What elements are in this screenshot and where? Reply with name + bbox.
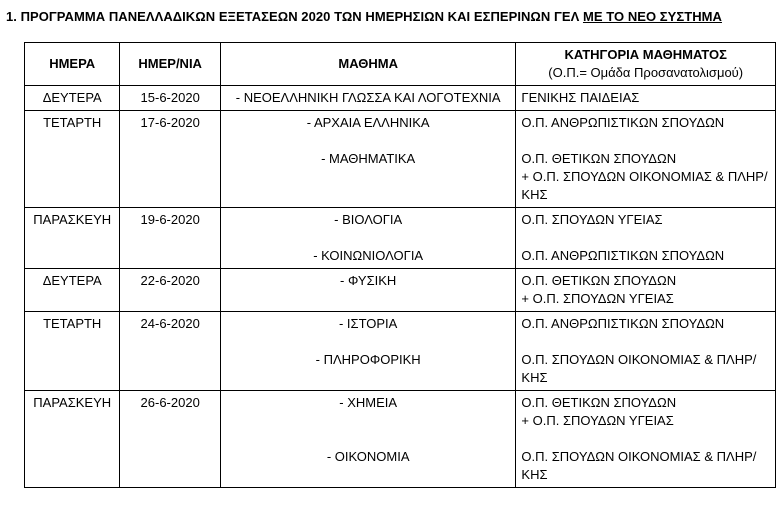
category-cell — [516, 208, 776, 269]
date-cell: 15-6-2020 — [120, 86, 221, 111]
category-cell — [516, 86, 776, 111]
day-cell: ΠΑΡΑΣΚΕΥΗ — [25, 208, 120, 269]
subject-text: - ΝΕΟΕΛΛΗΝΙΚΗ ΓΛΩΣΣΑ ΚΑΙ ΛΟΓΟΤΕΧΝΙΑ — [235, 90, 501, 105]
subject-text: - ΑΡΧΑΙΑ ΕΛΛΗΝΙΚΑ — [306, 115, 430, 130]
spacer — [226, 412, 510, 430]
category-text: Ο.Π. ΣΠΟΥΔΩΝ ΟΙΚΟΝΟΜΙΑΣ & ΠΛΗΡ/ΚΗΣ — [521, 449, 757, 482]
date-cell: 24-6-2020 — [120, 312, 221, 391]
subject-cell — [220, 312, 515, 391]
day-cell: ΤΕΤΑΡΤΗ — [25, 312, 120, 391]
header-row — [25, 43, 776, 86]
table-row — [25, 391, 776, 488]
heading-underlined-text: ΜΕ ΤΟ ΝΕΟ ΣΥΣΤΗΜΑ — [582, 9, 722, 24]
category-text: Ο.Π. ΘΕΤΙΚΩΝ ΣΠΟΥΔΩΝ — [521, 273, 677, 288]
category-cell — [516, 269, 776, 312]
day-cell: ΔΕΥΤΕΡΑ — [25, 86, 120, 111]
category-cell — [516, 391, 776, 488]
category-text: + Ο.Π. ΣΠΟΥΔΩΝ ΥΓΕΙΑΣ — [521, 291, 674, 306]
subject-text: - ΧΗΜΕΙΑ — [339, 395, 398, 410]
subject-cell — [220, 391, 515, 488]
category-text: Ο.Π. ΑΝΘΡΩΠΙΣΤΙΚΩΝ ΣΠΟΥΔΩΝ — [521, 248, 725, 263]
category-text: Ο.Π. ΑΝΘΡΩΠΙΣΤΙΚΩΝ ΣΠΟΥΔΩΝ — [521, 115, 725, 130]
header-category-note: (Ο.Π.= Ομάδα Προσανατολισμού) — [548, 65, 744, 80]
subject-text: - ΠΛΗΡΟΦΟΡΙΚΗ — [315, 352, 421, 367]
category-text: Ο.Π. ΘΕΤΙΚΩΝ ΣΠΟΥΔΩΝ — [521, 395, 677, 410]
spacer — [226, 132, 510, 150]
category-text: Ο.Π. ΣΠΟΥΔΩΝ ΥΓΕΙΑΣ — [521, 212, 663, 227]
spacer — [521, 229, 770, 247]
spacer — [521, 430, 770, 448]
category-text: Ο.Π. ΣΠΟΥΔΩΝ ΟΙΚΟΝΟΜΙΑΣ & ΠΛΗΡ/ΚΗΣ — [521, 352, 757, 385]
table-row — [25, 269, 776, 312]
date-cell: 22-6-2020 — [120, 269, 221, 312]
category-cell — [516, 111, 776, 208]
date-cell: 19-6-2020 — [120, 208, 221, 269]
date-cell: 26-6-2020 — [120, 391, 221, 488]
category-text: Ο.Π. ΘΕΤΙΚΩΝ ΣΠΟΥΔΩΝ — [521, 151, 677, 166]
category-text: ΓΕΝΙΚΗΣ ΠΑΙΔΕΙΑΣ — [521, 90, 640, 105]
table-row — [25, 86, 776, 111]
day-cell: ΔΕΥΤΕΡΑ — [25, 269, 120, 312]
spacer — [226, 333, 510, 351]
subject-text: - ΚΟΙΝΩΝΙΟΛΟΓΙΑ — [313, 248, 424, 263]
header-category — [516, 43, 776, 86]
table-row — [25, 208, 776, 269]
category-text: + Ο.Π. ΣΠΟΥΔΩΝ ΥΓΕΙΑΣ — [521, 413, 674, 428]
subject-text: - ΦΥΣΙΚΗ — [340, 273, 397, 288]
table-row — [25, 312, 776, 391]
subject-cell — [220, 111, 515, 208]
spacer — [226, 430, 510, 448]
subject-text: - ΟΙΚΟΝΟΜΙΑ — [326, 449, 410, 464]
subject-cell — [220, 269, 515, 312]
heading-text: 1. ΠΡΟΓΡΑΜΜΑ ΠΑΝΕΛΛΑΔΙΚΩΝ ΕΞΕΤΑΣΕΩΝ 2020 ΤΩΝ ΗΜΕΡΗΣΙΩΝ ΚΑΙ ΕΣΠΕΡΙΝΩΝ ΓΕΛ — [6, 9, 583, 24]
category-text: Ο.Π. ΑΝΘΡΩΠΙΣΤΙΚΩΝ ΣΠΟΥΔΩΝ — [521, 316, 725, 331]
day-cell: ΠΑΡΑΣΚΕΥΗ — [25, 391, 120, 488]
exam-schedule-table — [24, 42, 776, 488]
header-date: ΗΜΕΡ/ΝΙΑ — [120, 43, 221, 86]
subject-text: - ΜΑΘΗΜΑΤΙΚΑ — [321, 151, 416, 166]
header-category-title: ΚΑΤΗΓΟΡΙΑ ΜΑΘΗΜΑΤΟΣ — [564, 47, 727, 62]
table-row — [25, 111, 776, 208]
category-cell — [516, 312, 776, 391]
page-heading — [6, 8, 776, 26]
subject-cell — [220, 208, 515, 269]
subject-cell — [220, 86, 515, 111]
category-text: + Ο.Π. ΣΠΟΥΔΩΝ ΟΙΚΟΝΟΜΙΑΣ & ΠΛΗΡ/ΚΗΣ — [521, 169, 768, 202]
spacer — [521, 132, 770, 150]
subject-text: - ΒΙΟΛΟΓΙΑ — [334, 212, 403, 227]
date-cell: 17-6-2020 — [120, 111, 221, 208]
spacer — [521, 333, 770, 351]
day-cell: ΤΕΤΑΡΤΗ — [25, 111, 120, 208]
header-day: ΗΜΕΡΑ — [25, 43, 120, 86]
spacer — [226, 229, 510, 247]
subject-text: - ΙΣΤΟΡΙΑ — [338, 316, 398, 331]
header-subject: ΜΑΘΗΜΑ — [220, 43, 515, 86]
